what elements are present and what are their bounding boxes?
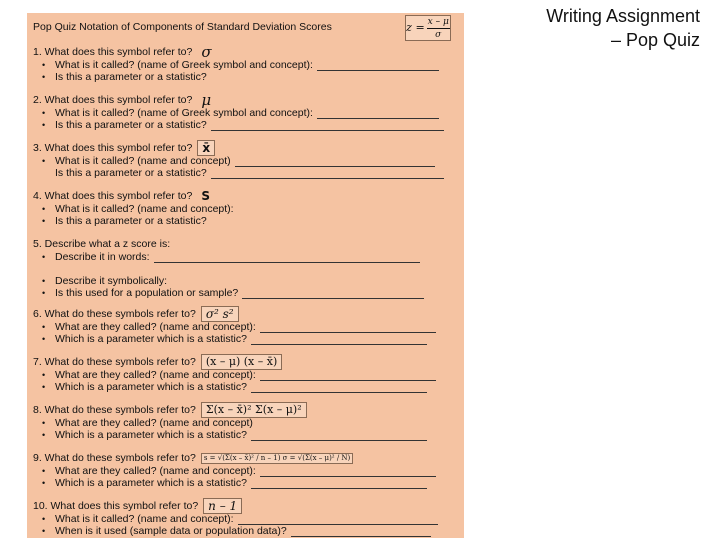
question-7 bbox=[33, 355, 436, 393]
answer-blank[interactable] bbox=[242, 289, 424, 299]
sigma-symbol: σ bbox=[201, 43, 212, 61]
bullet-item: • Which is a parameter which is a statistic? bbox=[33, 477, 436, 489]
bullet-item: • What are they called? (name and concept): bbox=[33, 369, 436, 381]
bullet-item: • What are they called? (name and concept): bbox=[33, 465, 436, 477]
degrees-of-freedom-symbol: n – 1 bbox=[203, 498, 242, 514]
answer-blank[interactable] bbox=[251, 431, 427, 441]
bullet-item: • Which is a parameter which is a statistic? bbox=[33, 381, 436, 393]
formula-fraction bbox=[427, 16, 450, 41]
question-3 bbox=[33, 141, 444, 179]
z-score-formula bbox=[405, 15, 451, 41]
quiz-sheet bbox=[27, 13, 464, 538]
standard-deviation-formulas: s = √(Σ(x – x̄)² / n – 1) σ = √(Σ(x – μ)² / N) bbox=[201, 453, 353, 464]
question-1 bbox=[33, 45, 439, 83]
question-10 bbox=[33, 499, 438, 537]
bullet-item: • What is it called? (name and concept): bbox=[33, 513, 438, 525]
bullet-item: • Is this a parameter or a statistic? bbox=[33, 71, 439, 83]
mu-symbol: μ bbox=[201, 91, 212, 109]
answer-blank[interactable] bbox=[260, 371, 436, 381]
question-4 bbox=[33, 189, 234, 227]
s-symbol: S bbox=[201, 189, 210, 203]
bullet-item bbox=[33, 263, 424, 275]
question-text: 8. What do these symbols refer to? bbox=[33, 404, 196, 416]
bullet-item: • Describe it in words: bbox=[33, 251, 424, 263]
question-text: 9. What do these symbols refer to? bbox=[33, 452, 196, 464]
question-text: 10. What does this symbol refer to? bbox=[33, 500, 199, 512]
bullet-item: • When is it used (sample data or population data)? bbox=[33, 525, 438, 537]
bullet-item: • Is this a parameter or a statistic? bbox=[33, 119, 444, 131]
variance-symbols: σ² s² bbox=[201, 306, 239, 322]
question-text: 2. What does this symbol refer to? bbox=[33, 94, 193, 106]
answer-blank[interactable] bbox=[251, 383, 427, 393]
question-text: 4. What does this symbol refer to? bbox=[33, 190, 193, 202]
question-9 bbox=[33, 451, 436, 489]
bullet-item: • Is this a parameter or a statistic? bbox=[33, 215, 234, 227]
bullet-item: • Describe it symbolically: bbox=[33, 275, 424, 287]
bullet-item: • What are they called? (name and concept): bbox=[33, 321, 436, 333]
slide-title-line2: – Pop Quiz bbox=[610, 30, 700, 50]
answer-blank[interactable] bbox=[238, 515, 438, 525]
bullet-item: • What are they called? (name and concept) bbox=[33, 417, 427, 429]
bullet-item: • What is it called? (name of Greek symbol and concept): bbox=[33, 59, 439, 71]
answer-blank[interactable] bbox=[260, 323, 436, 333]
question-8 bbox=[33, 403, 427, 441]
sheet-title: Pop Quiz Notation of Components of Standard Deviation Scores bbox=[33, 21, 332, 33]
bullet-item: Is this a parameter or a statistic? bbox=[33, 167, 444, 179]
question-text: 7. What do these symbols refer to? bbox=[33, 356, 196, 368]
bullet-item: • Which is a parameter which is a statistic? bbox=[33, 333, 436, 345]
answer-blank[interactable] bbox=[211, 121, 444, 131]
question-5 bbox=[33, 237, 424, 299]
answer-blank[interactable] bbox=[251, 335, 427, 345]
sum-of-squares-symbols: Σ(x – x̄)² Σ(x – μ)² bbox=[201, 402, 307, 418]
formula-denominator: σ bbox=[435, 29, 442, 40]
question-6 bbox=[33, 307, 436, 345]
answer-blank[interactable] bbox=[291, 527, 431, 537]
slide-title-line1: Writing Assignment bbox=[546, 6, 700, 26]
question-text: 6. What do these symbols refer to? bbox=[33, 308, 196, 320]
bullet-item: • Which is a parameter which is a statistic? bbox=[33, 429, 427, 441]
question-text: 1. What does this symbol refer to? bbox=[33, 46, 193, 58]
bullet-item: • What is it called? (name of Greek symbol and concept): bbox=[33, 107, 444, 119]
bullet-item: • What is it called? (name and concept) bbox=[33, 155, 444, 167]
bullet-item: • What is it called? (name and concept): bbox=[33, 203, 234, 215]
answer-blank[interactable] bbox=[154, 253, 420, 263]
answer-blank[interactable] bbox=[251, 479, 427, 489]
deviation-symbols: (x – μ) (x – x̄) bbox=[201, 354, 282, 370]
answer-blank[interactable] bbox=[235, 157, 435, 167]
bullet-item: • Is this used for a population or sample? bbox=[33, 287, 424, 299]
question-text: 3. What does this symbol refer to? bbox=[33, 142, 193, 154]
answer-blank[interactable] bbox=[260, 467, 436, 477]
question-text: 5. Describe what a z score is: bbox=[33, 238, 171, 250]
formula-numerator: x – μ bbox=[427, 16, 449, 27]
answer-blank[interactable] bbox=[211, 169, 444, 179]
x-bar-symbol: x̄ bbox=[197, 140, 215, 156]
slide-title bbox=[460, 4, 700, 52]
answer-blank[interactable] bbox=[317, 109, 439, 119]
formula-lhs: z = bbox=[406, 21, 425, 34]
answer-blank[interactable] bbox=[317, 61, 439, 71]
question-2 bbox=[33, 93, 444, 131]
